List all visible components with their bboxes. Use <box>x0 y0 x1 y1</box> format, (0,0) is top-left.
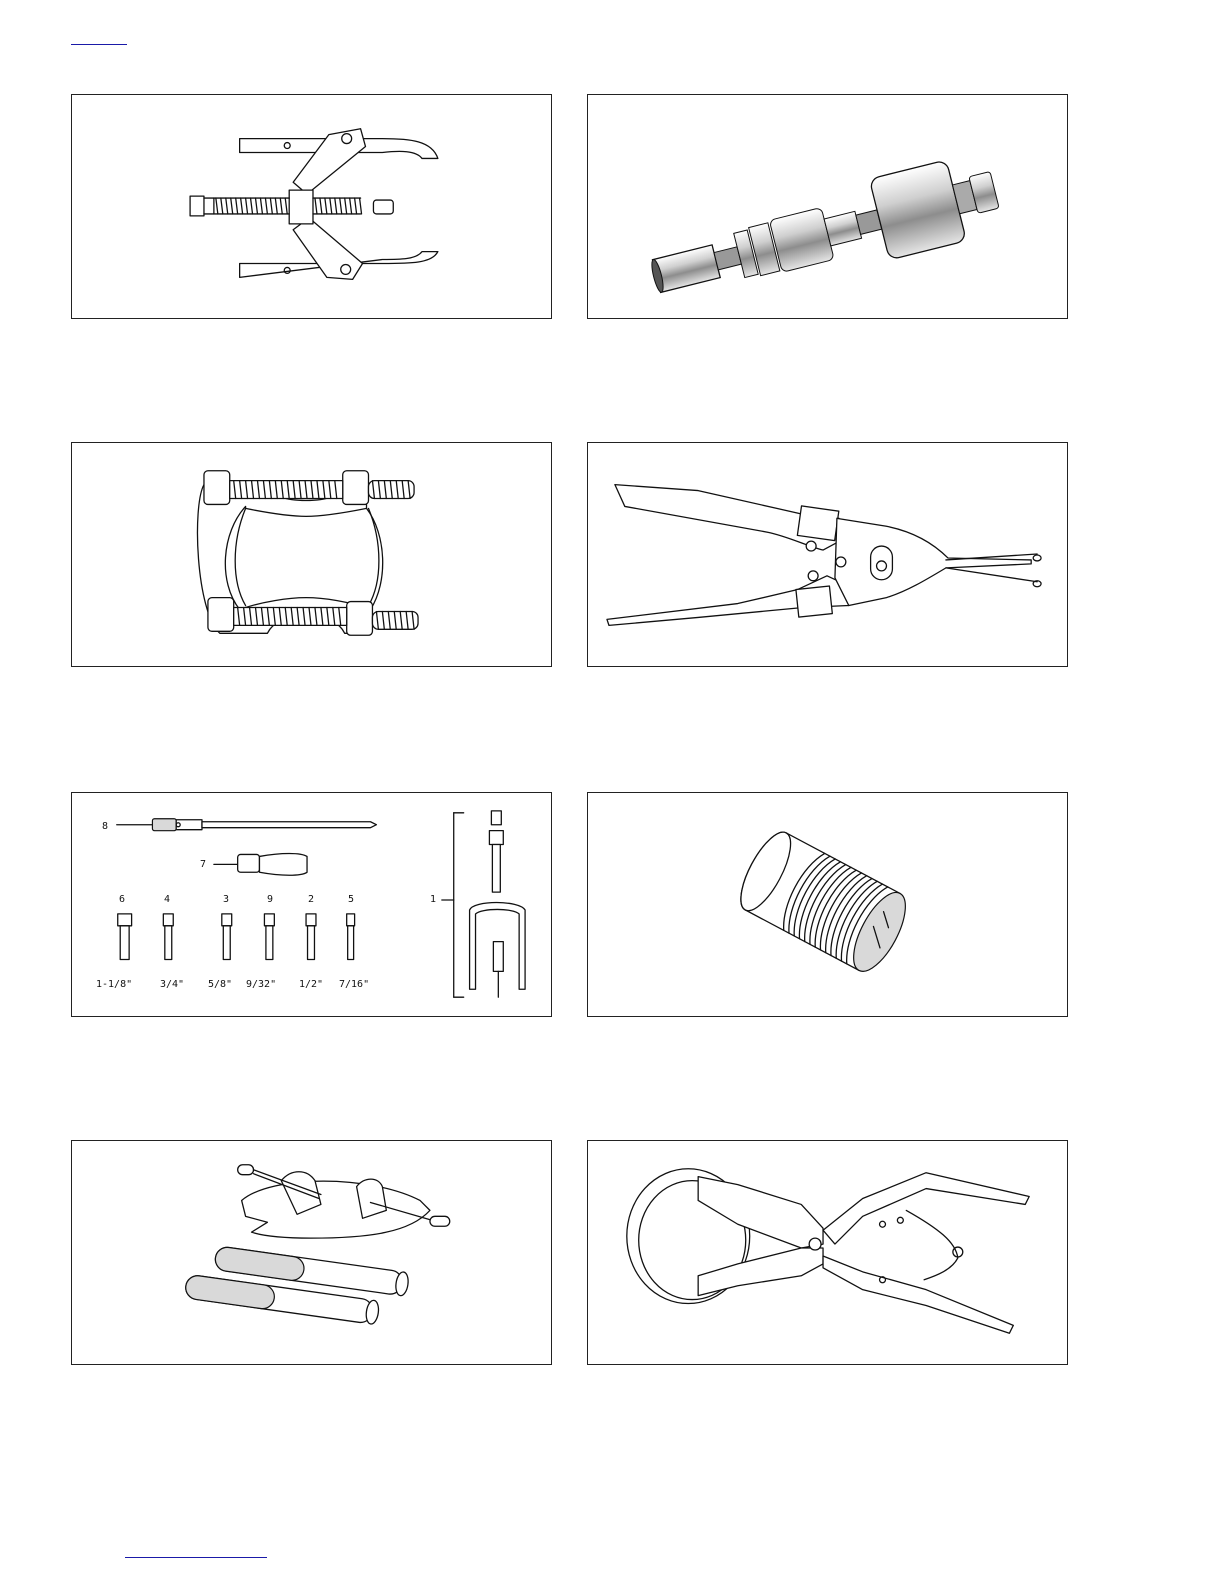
header-link-rule[interactable] <box>71 44 127 45</box>
callout-9: 9 <box>267 894 274 905</box>
bearing-installer-illustration <box>588 95 1067 318</box>
snap-ring-pliers-illustration <box>588 443 1067 666</box>
callout-1: 1 <box>430 894 437 905</box>
size-label-5-8: 5/8" <box>208 979 233 990</box>
size-label-1-1-8: 1-1/8" <box>96 979 133 990</box>
bearing-separator-illustration <box>72 443 551 666</box>
figure-valve-guide-tool-set <box>71 792 552 1017</box>
figure-snap-ring-pliers <box>587 442 1068 667</box>
callout-3: 3 <box>223 894 230 905</box>
figure-bearing-separator <box>71 442 552 667</box>
size-label-3-4: 3/4" <box>160 979 185 990</box>
gear-puller-illustration <box>72 95 551 318</box>
size-label-1-2: 1/2" <box>299 979 324 990</box>
callout-6: 6 <box>119 894 126 905</box>
callout-8: 8 <box>102 821 109 832</box>
callout-2: 2 <box>308 894 315 905</box>
piston-ring-compressor-illustration <box>588 1141 1067 1364</box>
valve-spring-compressor-illustration <box>72 1141 551 1364</box>
callout-4: 4 <box>164 894 171 905</box>
callout-7: 7 <box>200 859 207 870</box>
figure-gear-puller <box>71 94 552 319</box>
figure-valve-spring-compressor <box>71 1140 552 1365</box>
figure-piston-ring-compressor <box>587 1140 1068 1365</box>
callout-5: 5 <box>348 894 355 905</box>
footer-link-rule[interactable] <box>125 1557 267 1558</box>
figure-sleeve-tool <box>587 792 1068 1017</box>
figure-bearing-installer <box>587 94 1068 319</box>
size-label-9-32: 9/32" <box>246 979 277 990</box>
sleeve-tool-illustration <box>588 793 1067 1016</box>
size-label-7-16: 7/16" <box>339 979 370 990</box>
